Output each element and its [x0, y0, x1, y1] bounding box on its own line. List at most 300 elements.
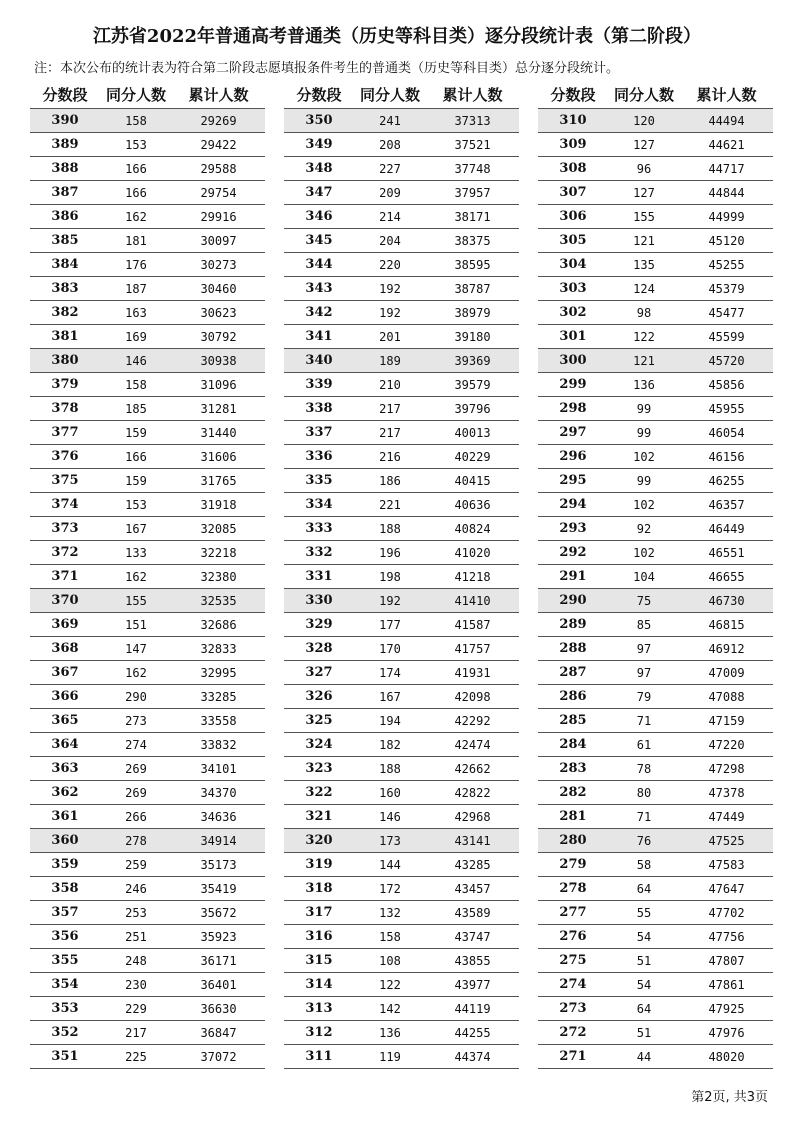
cumulative-cell: 29422	[200, 137, 237, 152]
same-count-cell: 209	[379, 185, 401, 200]
cumulative-cell: 33832	[200, 737, 237, 752]
table-row	[284, 829, 519, 853]
score-cell: 339	[305, 377, 333, 392]
table-row	[284, 301, 519, 325]
table-row	[538, 997, 773, 1021]
score-cell: 287	[559, 665, 587, 680]
cumulative-cell: 45379	[708, 281, 745, 296]
same-count-cell: 192	[379, 593, 401, 608]
table-row	[30, 685, 265, 709]
same-count-cell: 273	[125, 713, 147, 728]
table-row	[538, 517, 773, 541]
same-count-cell: 259	[125, 857, 147, 872]
same-count-cell: 158	[125, 113, 147, 128]
table-row	[538, 949, 773, 973]
same-count-cell: 61	[636, 737, 652, 752]
cumulative-cell: 46054	[708, 425, 745, 440]
table-row	[538, 565, 773, 589]
cumulative-cell: 40636	[454, 497, 491, 512]
score-cell: 390	[51, 113, 79, 128]
table-row	[538, 1021, 773, 1045]
score-cell: 368	[51, 641, 79, 656]
table-row	[538, 229, 773, 253]
cumulative-cell: 45856	[708, 377, 745, 392]
score-cell: 361	[51, 809, 79, 824]
cumulative-cell: 46357	[708, 497, 745, 512]
same-count-cell: 127	[633, 137, 655, 152]
same-count-cell: 166	[125, 161, 147, 176]
same-count-cell: 75	[636, 593, 652, 608]
cumulative-cell: 30938	[200, 353, 237, 368]
table-row	[284, 205, 519, 229]
table-row	[538, 541, 773, 565]
same-count-cell: 44	[636, 1049, 652, 1064]
same-count-cell: 54	[636, 977, 652, 992]
score-cell: 353	[51, 1001, 79, 1016]
table-row	[284, 709, 519, 733]
same-count-cell: 167	[379, 689, 401, 704]
table-row	[284, 997, 519, 1021]
score-cell: 355	[51, 953, 79, 968]
table-row	[30, 1021, 265, 1045]
same-count-cell: 186	[379, 473, 401, 488]
score-cell: 290	[559, 593, 587, 608]
score-cell: 282	[559, 785, 587, 800]
score-cell: 380	[51, 353, 79, 368]
score-cell: 382	[51, 305, 79, 320]
same-count-cell: 51	[636, 953, 652, 968]
cumulative-cell: 31440	[200, 425, 237, 440]
cumulative-cell: 42968	[454, 809, 491, 824]
table-row	[30, 829, 265, 853]
table-row	[284, 253, 519, 277]
cumulative-cell: 32535	[200, 593, 237, 608]
table-row	[538, 325, 773, 349]
score-cell: 387	[51, 185, 79, 200]
cumulative-cell: 47647	[708, 881, 745, 896]
same-count-cell: 278	[125, 833, 147, 848]
same-count-cell: 217	[125, 1025, 147, 1040]
same-count-cell: 241	[379, 113, 401, 128]
table-row	[30, 301, 265, 325]
score-cell: 366	[51, 689, 79, 704]
table-row	[30, 901, 265, 925]
score-cell: 383	[51, 281, 79, 296]
same-count-cell: 253	[125, 905, 147, 920]
cumulative-cell: 45477	[708, 305, 745, 320]
score-cell: 311	[305, 1049, 333, 1064]
table-row	[538, 421, 773, 445]
same-count-cell: 98	[636, 305, 652, 320]
score-cell: 320	[305, 833, 333, 848]
cumulative-cell: 31765	[200, 473, 237, 488]
score-cell: 345	[305, 233, 333, 248]
score-cell: 306	[559, 209, 587, 224]
table-row	[538, 973, 773, 997]
score-cell: 338	[305, 401, 333, 416]
table-row	[30, 373, 265, 397]
same-count-cell: 246	[125, 881, 147, 896]
cumulative-cell: 40824	[454, 521, 491, 536]
table-row	[30, 589, 265, 613]
score-cell: 288	[559, 641, 587, 656]
cumulative-cell: 31281	[200, 401, 237, 416]
same-count-cell: 160	[379, 785, 401, 800]
same-count-cell: 97	[636, 641, 652, 656]
score-cell: 359	[51, 857, 79, 872]
same-count-cell: 214	[379, 209, 401, 224]
score-cell: 350	[305, 113, 333, 128]
score-rows	[284, 108, 519, 1069]
cumulative-cell: 39579	[454, 377, 491, 392]
score-cell: 271	[559, 1049, 587, 1064]
same-count-cell: 217	[379, 401, 401, 416]
cumulative-cell: 46255	[708, 473, 745, 488]
score-cell: 301	[559, 329, 587, 344]
cumulative-cell: 41218	[454, 569, 491, 584]
cumulative-cell: 47861	[708, 977, 745, 992]
table-row	[284, 613, 519, 637]
same-count-cell: 151	[125, 617, 147, 632]
table-row	[30, 565, 265, 589]
cumulative-cell: 47756	[708, 929, 745, 944]
same-count-cell: 230	[125, 977, 147, 992]
table-row	[284, 757, 519, 781]
score-cell: 321	[305, 809, 333, 824]
score-cell: 297	[559, 425, 587, 440]
same-count-cell: 136	[379, 1025, 401, 1040]
score-cell: 354	[51, 977, 79, 992]
header-same-count: 同分人数	[105, 85, 166, 104]
same-count-cell: 177	[379, 617, 401, 632]
cumulative-cell: 38979	[454, 305, 491, 320]
score-cell: 280	[559, 833, 587, 848]
cumulative-cell: 31096	[200, 377, 237, 392]
cumulative-cell: 43855	[454, 953, 491, 968]
cumulative-cell: 45955	[708, 401, 745, 416]
cumulative-cell: 30460	[200, 281, 237, 296]
table-row	[284, 853, 519, 877]
cumulative-cell: 42662	[454, 761, 491, 776]
same-count-cell: 71	[636, 809, 652, 824]
score-cell: 386	[51, 209, 79, 224]
table-row	[30, 637, 265, 661]
cumulative-cell: 47159	[708, 713, 745, 728]
cumulative-cell: 46730	[708, 593, 745, 608]
same-count-cell: 124	[633, 281, 655, 296]
score-cell: 356	[51, 929, 79, 944]
table-row	[30, 757, 265, 781]
table-row	[284, 325, 519, 349]
cumulative-cell: 42822	[454, 785, 491, 800]
score-cell: 327	[305, 665, 333, 680]
cumulative-cell: 47220	[708, 737, 745, 752]
table-row	[284, 805, 519, 829]
table-row	[284, 877, 519, 901]
same-count-cell: 162	[125, 209, 147, 224]
cumulative-cell: 47009	[708, 665, 745, 680]
cumulative-cell: 32218	[200, 545, 237, 560]
same-count-cell: 198	[379, 569, 401, 584]
cumulative-cell: 46449	[708, 521, 745, 536]
same-count-cell: 121	[633, 233, 655, 248]
same-count-cell: 136	[633, 377, 655, 392]
same-count-cell: 153	[125, 497, 147, 512]
cumulative-cell: 48020	[708, 1049, 745, 1064]
same-count-cell: 146	[125, 353, 147, 368]
same-count-cell: 159	[125, 473, 147, 488]
same-count-cell: 194	[379, 713, 401, 728]
table-row	[538, 397, 773, 421]
same-count-cell: 216	[379, 449, 401, 464]
same-count-cell: 220	[379, 257, 401, 272]
score-cell: 377	[51, 425, 79, 440]
score-cell: 331	[305, 569, 333, 584]
cumulative-cell: 38171	[454, 209, 491, 224]
same-count-cell: 155	[633, 209, 655, 224]
score-cell: 273	[559, 1001, 587, 1016]
cumulative-cell: 29269	[200, 113, 237, 128]
score-cell: 388	[51, 161, 79, 176]
cumulative-cell: 44621	[708, 137, 745, 152]
table-row	[284, 781, 519, 805]
table-row	[538, 205, 773, 229]
table-row	[538, 1045, 773, 1069]
table-row	[30, 949, 265, 973]
cumulative-cell: 40013	[454, 425, 491, 440]
same-count-cell: 174	[379, 665, 401, 680]
cumulative-cell: 37313	[454, 113, 491, 128]
cumulative-cell: 32380	[200, 569, 237, 584]
score-cell: 344	[305, 257, 333, 272]
table-row	[284, 157, 519, 181]
column-header	[30, 80, 265, 108]
score-cell: 364	[51, 737, 79, 752]
cumulative-cell: 37521	[454, 137, 491, 152]
score-cell: 379	[51, 377, 79, 392]
score-cell: 378	[51, 401, 79, 416]
cumulative-cell: 38375	[454, 233, 491, 248]
table-row	[284, 445, 519, 469]
same-count-cell: 208	[379, 137, 401, 152]
cumulative-cell: 41020	[454, 545, 491, 560]
score-cell: 307	[559, 185, 587, 200]
score-cell: 319	[305, 857, 333, 872]
score-cell: 337	[305, 425, 333, 440]
table-row	[538, 493, 773, 517]
table-row	[538, 877, 773, 901]
table-row	[538, 373, 773, 397]
cumulative-cell: 38787	[454, 281, 491, 296]
same-count-cell: 196	[379, 545, 401, 560]
score-cell: 340	[305, 353, 333, 368]
table-row	[30, 853, 265, 877]
same-count-cell: 189	[379, 353, 401, 368]
cumulative-cell: 35173	[200, 857, 237, 872]
cumulative-cell: 45120	[708, 233, 745, 248]
score-cell: 278	[559, 881, 587, 896]
cumulative-cell: 46551	[708, 545, 745, 560]
cumulative-cell: 30273	[200, 257, 237, 272]
cumulative-cell: 46655	[708, 569, 745, 584]
table-row	[538, 181, 773, 205]
table-row	[30, 877, 265, 901]
cumulative-cell: 43457	[454, 881, 491, 896]
score-cell: 326	[305, 689, 333, 704]
score-rows	[538, 108, 773, 1069]
same-count-cell: 79	[636, 689, 652, 704]
score-cell: 279	[559, 857, 587, 872]
page-title: 江苏省2022年普通高考普通类（历史等科目类）逐分段统计表（第二阶段）	[92, 26, 702, 47]
cumulative-cell: 47449	[708, 809, 745, 824]
score-cell: 317	[305, 905, 333, 920]
score-cell: 374	[51, 497, 79, 512]
score-cell: 312	[305, 1025, 333, 1040]
score-cell: 292	[559, 545, 587, 560]
table-row	[30, 781, 265, 805]
score-cell: 305	[559, 233, 587, 248]
score-cell: 332	[305, 545, 333, 560]
same-count-cell: 188	[379, 761, 401, 776]
cumulative-cell: 32686	[200, 617, 237, 632]
table-row	[284, 901, 519, 925]
score-cell: 328	[305, 641, 333, 656]
same-count-cell: 99	[636, 473, 652, 488]
same-count-cell: 158	[379, 929, 401, 944]
score-cell: 310	[559, 113, 587, 128]
score-cell: 360	[51, 833, 79, 848]
table-row	[284, 661, 519, 685]
score-cell: 308	[559, 161, 587, 176]
score-cell: 336	[305, 449, 333, 464]
table-row	[284, 517, 519, 541]
table-row	[284, 973, 519, 997]
table-row	[284, 133, 519, 157]
same-count-cell: 78	[636, 761, 652, 776]
table-row	[538, 781, 773, 805]
table-row	[284, 109, 519, 133]
cumulative-cell: 32833	[200, 641, 237, 656]
cumulative-cell: 41410	[454, 593, 491, 608]
same-count-cell: 147	[125, 641, 147, 656]
score-cell: 346	[305, 209, 333, 224]
score-cell: 303	[559, 281, 587, 296]
table-row	[284, 1021, 519, 1045]
same-count-cell: 71	[636, 713, 652, 728]
table-row	[538, 253, 773, 277]
table-note: 注：本次公布的统计表为符合第二阶段志愿填报条件考生的普通类（历史等科目类）总分逐分段统计。	[34, 61, 620, 76]
score-cell: 342	[305, 305, 333, 320]
table-row	[30, 997, 265, 1021]
cumulative-cell: 47583	[708, 857, 745, 872]
cumulative-cell: 47378	[708, 785, 745, 800]
cumulative-cell: 41757	[454, 641, 491, 656]
score-cell: 352	[51, 1025, 79, 1040]
cumulative-cell: 44844	[708, 185, 745, 200]
cumulative-cell: 31606	[200, 449, 237, 464]
same-count-cell: 167	[125, 521, 147, 536]
score-cell: 330	[305, 593, 333, 608]
same-count-cell: 120	[633, 113, 655, 128]
table-row	[284, 373, 519, 397]
cumulative-cell: 33285	[200, 689, 237, 704]
score-cell: 389	[51, 137, 79, 152]
header-same-count: 同分人数	[359, 85, 420, 104]
cumulative-cell: 47976	[708, 1025, 745, 1040]
score-cell: 323	[305, 761, 333, 776]
score-cell: 302	[559, 305, 587, 320]
table-row	[30, 205, 265, 229]
score-cell: 276	[559, 929, 587, 944]
score-cell: 384	[51, 257, 79, 272]
score-cell: 376	[51, 449, 79, 464]
cumulative-cell: 45720	[708, 353, 745, 368]
same-count-cell: 192	[379, 281, 401, 296]
same-count-cell: 108	[379, 953, 401, 968]
cumulative-cell: 29588	[200, 161, 237, 176]
same-count-cell: 172	[379, 881, 401, 896]
score-cell: 286	[559, 689, 587, 704]
same-count-cell: 248	[125, 953, 147, 968]
header-cumulative: 累计人数	[696, 85, 757, 104]
score-cell: 341	[305, 329, 333, 344]
table-row	[538, 925, 773, 949]
same-count-cell: 181	[125, 233, 147, 248]
column-header	[538, 80, 773, 108]
cumulative-cell: 35419	[200, 881, 237, 896]
score-cell: 351	[51, 1049, 79, 1064]
cumulative-cell: 43285	[454, 857, 491, 872]
same-count-cell: 192	[379, 305, 401, 320]
cumulative-cell: 30623	[200, 305, 237, 320]
same-count-cell: 266	[125, 809, 147, 824]
score-cell: 329	[305, 617, 333, 632]
same-count-cell: 102	[633, 545, 655, 560]
cumulative-cell: 39369	[454, 353, 491, 368]
cumulative-cell: 34914	[200, 833, 237, 848]
same-count-cell: 274	[125, 737, 147, 752]
same-count-cell: 119	[379, 1049, 401, 1064]
header-score: 分数段	[296, 85, 342, 104]
score-cell: 299	[559, 377, 587, 392]
score-cell: 343	[305, 281, 333, 296]
same-count-cell: 64	[636, 1001, 652, 1016]
cumulative-cell: 41931	[454, 665, 491, 680]
same-count-cell: 76	[636, 833, 652, 848]
score-cell: 274	[559, 977, 587, 992]
same-count-cell: 135	[633, 257, 655, 272]
score-cell: 314	[305, 977, 333, 992]
table-row	[538, 733, 773, 757]
cumulative-cell: 47088	[708, 689, 745, 704]
same-count-cell: 188	[379, 521, 401, 536]
header-same-count: 同分人数	[613, 85, 674, 104]
cumulative-cell: 30792	[200, 329, 237, 344]
table-row	[538, 349, 773, 373]
header-score: 分数段	[550, 85, 596, 104]
score-cell: 289	[559, 617, 587, 632]
same-count-cell: 269	[125, 785, 147, 800]
score-cell: 294	[559, 497, 587, 512]
cumulative-cell: 47807	[708, 953, 745, 968]
table-row	[284, 397, 519, 421]
same-count-cell: 269	[125, 761, 147, 776]
score-cell: 275	[559, 953, 587, 968]
same-count-cell: 163	[125, 305, 147, 320]
cumulative-cell: 29916	[200, 209, 237, 224]
same-count-cell: 166	[125, 449, 147, 464]
cumulative-cell: 37748	[454, 161, 491, 176]
